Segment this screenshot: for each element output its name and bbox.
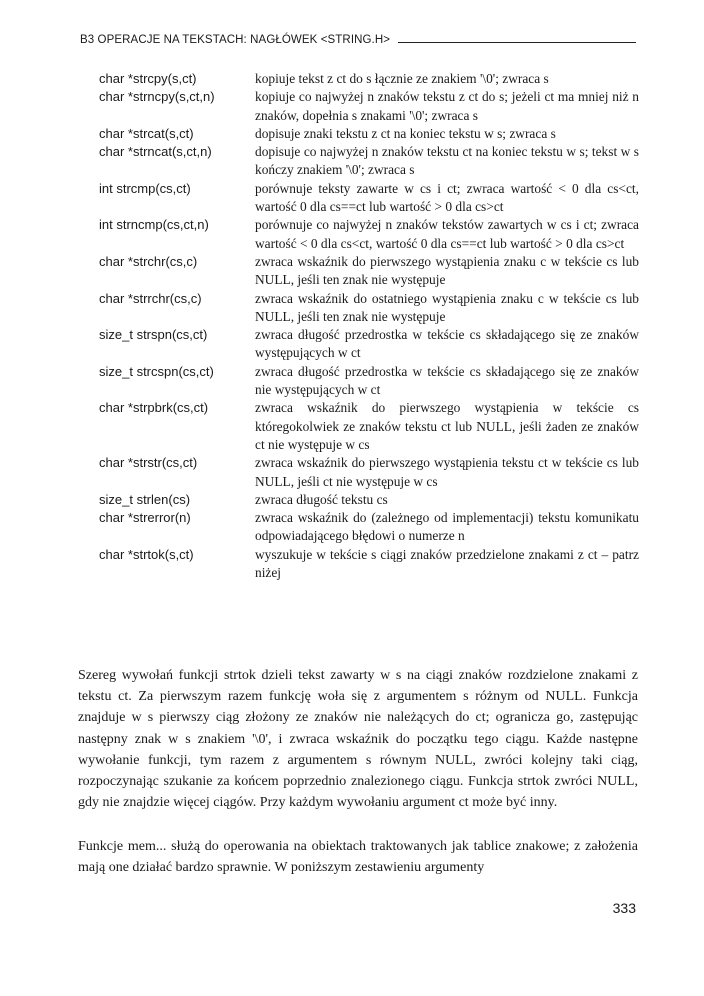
header-title: B3 OPERACJE NA TEKSTACH: NAGŁÓWEK <STRING.H> [80, 34, 391, 46]
function-description: zwraca wskaźnik do pierwszego wystąpienia znaku c w tekście cs lub NULL, jeśli ten znak nie występuje [255, 253, 639, 288]
function-description: zwraca długość tekstu cs [255, 491, 388, 507]
function-row [99, 491, 639, 509]
function-row [99, 180, 639, 217]
function-signature: char *strerror(n) [99, 510, 191, 526]
function-description: porównuje teksty zawarte w cs i ct; zwraca wartość < 0 dla cs<ct, wartość 0 dla cs==ct lub wartość > 0 dla cs>ct [255, 180, 639, 215]
function-signature: char *strstr(cs,ct) [99, 455, 198, 471]
function-row [99, 125, 639, 143]
function-description: kopiuje tekst z ct do s łącznie ze znakiem '\0'; zwraca s [255, 71, 549, 86]
function-row [99, 143, 639, 180]
function-signature: char *strcat(s,ct) [99, 125, 194, 141]
function-signature: char *strpbrk(cs,ct) [99, 400, 209, 416]
function-table [99, 70, 639, 582]
function-row [99, 70, 639, 88]
running-header [80, 34, 636, 46]
strtok-paragraph: Szereg wywołań funkcji strtok dzieli tekst zawarty w s na ciągi znaków rozdzielone znakami z tekstu ct. Za pierwszym razem funkcję woła się z argumentem s różnym od NULL. Funkcja znajduje w s pierwszy ciąg złożony ze znaków nie należących do ct; ogranicza go, zastępując następny znak w s znakiem '\0', i zwraca wskaźnik do początku tego ciągu. Każde następne wywołanie funkcji, tym razem z argumentem s równym NULL, zwróci kolejny taki ciąg, rozpoczynając szukanie za końcem poprzednio znalezionego ciągu. Funkcja strtok zwróci NULL, gdy nie znajdzie więcej ciągów. Przy każdym wywołaniu argument ct może być inny. [78, 668, 638, 811]
function-row [99, 253, 639, 290]
function-row [99, 363, 639, 400]
function-description: zwraca wskaźnik do ostatniego wystąpienia znaku c w tekście cs lub NULL, jeśli ten znak nie występuje [255, 290, 639, 324]
function-row [99, 399, 639, 454]
header-rule [398, 42, 636, 43]
function-signature: char *strcpy(s,ct) [99, 71, 197, 86]
function-row [99, 326, 639, 363]
function-signature: char *strrchr(cs,c) [99, 290, 202, 306]
function-row [99, 454, 639, 491]
function-row [99, 509, 639, 546]
function-description: zwraca wskaźnik do pierwszego wystąpienia w tekście cs któregokolwiek ze znaków tekstu ct lub NULL, jeśli żaden ze znaków ct nie występuje w cs [255, 400, 639, 452]
function-description: dopisuje znaki tekstu z ct na koniec tekstu w s; zwraca s [255, 125, 556, 141]
function-row [99, 290, 639, 327]
function-signature: char *strncpy(s,ct,n) [99, 89, 215, 105]
function-description: zwraca długość przedrostka w tekście cs składającego się ze znaków występujących w ct [255, 327, 639, 361]
function-description: zwraca wskaźnik do pierwszego wystąpienia tekstu ct w tekście cs lub NULL, jeśli ct nie występuje w cs [255, 455, 639, 489]
function-row [99, 546, 639, 583]
function-signature: char *strncat(s,ct,n) [99, 144, 212, 160]
function-description: wyszukuje w tekście s ciągi znaków przedzielone znakami z ct – patrz niżej [255, 546, 639, 581]
function-signature: char *strchr(cs,c) [99, 253, 198, 269]
function-description: kopiuje co najwyżej n znaków tekstu z ct do s; jeżeli ct ma mniej niż n znaków, dopełnia s znakami '\0'; zwraca s [255, 89, 639, 123]
function-description: dopisuje co najwyżej n znaków tekstu ct na koniec tekstu w s; tekst w s kończy znakiem '\0'; zwraca s [255, 144, 639, 178]
function-description: porównuje co najwyżej n znaków tekstów zawartych w cs i ct; zwraca wartość < 0 dla cs<ct, wartość 0 dla cs==ct lub wartość > 0 dla cs>ct [255, 217, 639, 251]
function-row [99, 216, 639, 253]
function-row [99, 88, 639, 125]
function-description: zwraca wskaźnik do (zależnego od implementacji) tekstu komunikatu odpowiadającego błędowi o numerze n [255, 510, 639, 544]
function-signature: size_t strspn(cs,ct) [99, 327, 208, 343]
mem-functions-paragraph: Funkcje mem... służą do operowania na obiektach traktowanych jak tablice znakowe; z założenia mają one działać bardzo sprawnie. W poniższym zestawieniu argumenty [78, 839, 638, 876]
function-signature: size_t strcspn(cs,ct) [99, 363, 214, 379]
function-signature: size_t strlen(cs) [99, 491, 191, 507]
function-description: zwraca długość przedrostka w tekście cs składającego się ze znaków nie występujących w ct [255, 363, 639, 398]
function-signature: int strcmp(cs,ct) [99, 180, 191, 196]
page-number: 333 [612, 900, 636, 916]
function-signature: int strncmp(cs,ct,n) [99, 217, 209, 233]
function-signature: char *strtok(s,ct) [99, 546, 194, 562]
